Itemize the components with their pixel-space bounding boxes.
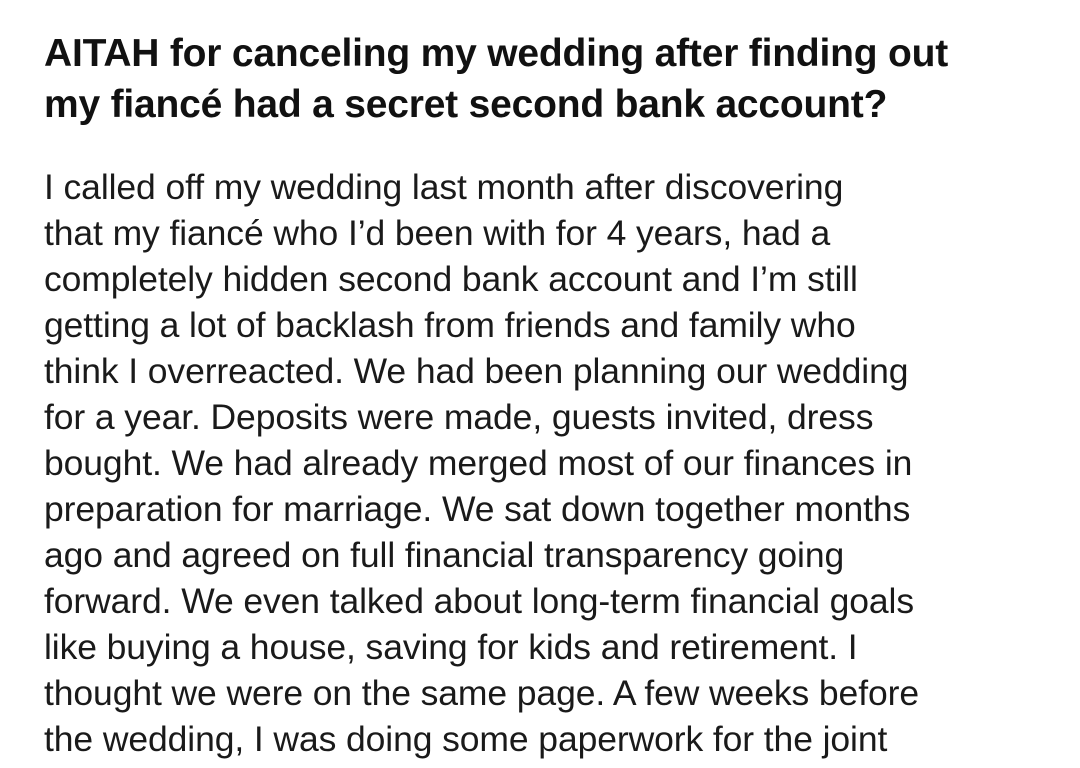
post-title-line: my fiancé had a secret second bank account? — [44, 83, 888, 126]
post-title-line: AITAH for canceling my wedding after finding out — [44, 32, 949, 75]
post-body-line: forward. We even talked about long-term financial goals — [44, 581, 914, 621]
post-body-line: ago and agreed on full financial transparency going — [44, 535, 845, 575]
post-body-line: like buying a house, saving for kids and retirement. I — [44, 627, 858, 667]
post-body-line: think I overreacted. We had been planning our wedding — [44, 351, 909, 391]
post-body-line: getting a lot of backlash from friends and family who — [44, 305, 856, 345]
post-body-line: thought we were on the same page. A few weeks before — [44, 673, 919, 713]
post-body-line: the wedding, I was doing some paperwork for the joint — [44, 719, 888, 759]
post-body-line: I called off my wedding last month after discovering — [44, 167, 844, 207]
post-body-line: completely hidden second bank account and I’m still — [44, 259, 858, 299]
post-title — [44, 0, 1044, 130]
post-body-line: preparation for marriage. We sat down together months — [44, 489, 911, 529]
post-body — [44, 164, 1040, 762]
post-body-line: bought. We had already merged most of our finances in — [44, 443, 913, 483]
post-body-line: for a year. Deposits were made, guests invited, dress — [44, 397, 874, 437]
post-body-line: that my fiancé who I’d been with for 4 years, had a — [44, 213, 831, 253]
